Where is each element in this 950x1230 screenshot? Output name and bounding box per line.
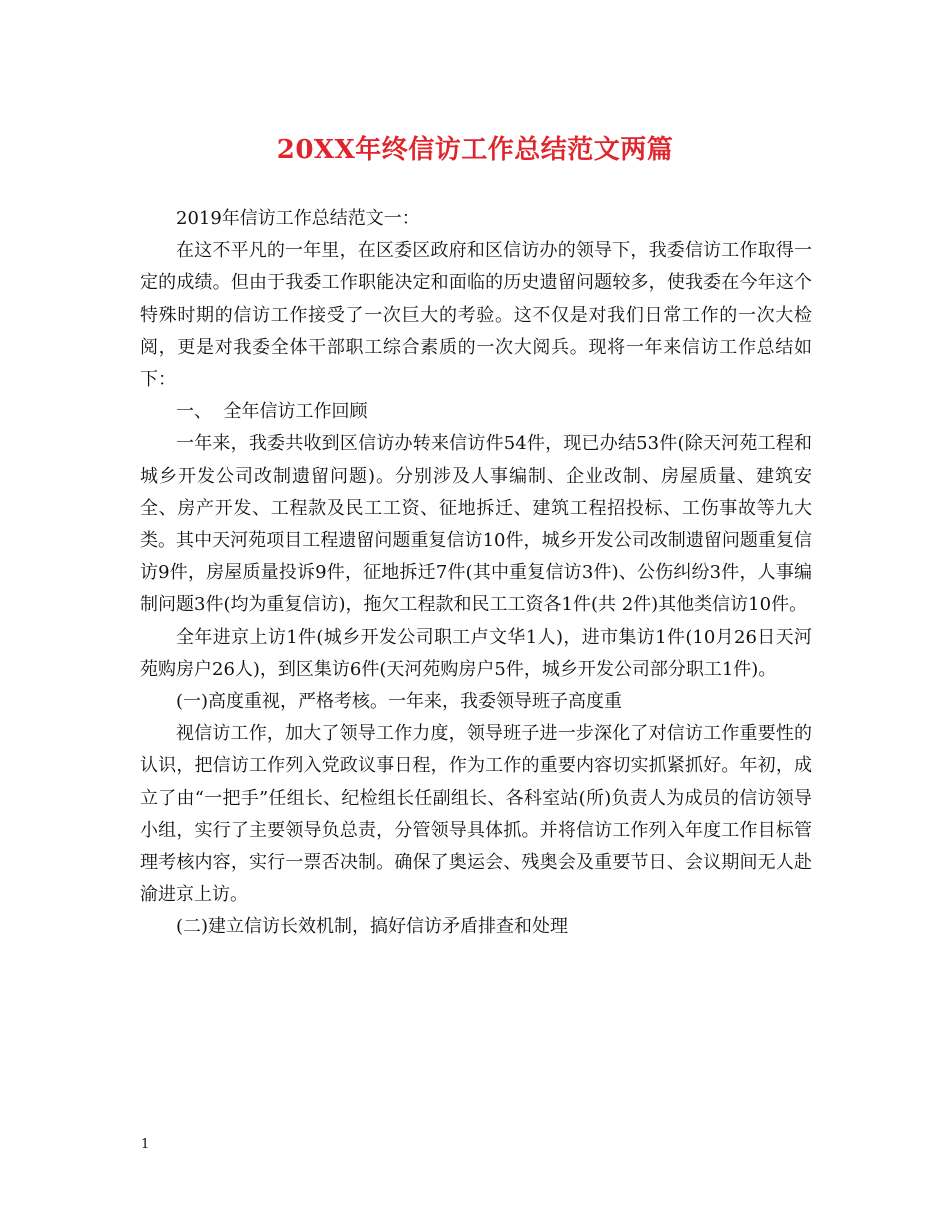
paragraph-intro: 在这不平凡的一年里，在区委区政府和区信访办的领导下，我委信访工作取得一定的成绩。但由于我委工作职能决定和面临的历史遗留问题较多，使我委在今年这个特殊时期的信访工作接受了一次巨大的考验。这不仅是对我们日常工作的一次大检阅，更是对我委全体干部职工综合素质的一次大阅兵。现将一年来信访工作总结如下： — [140, 240, 812, 391]
document-title: 20XX年终信访工作总结范文两篇 — [276, 135, 674, 165]
paragraph-petition-visits: 全年进京上访1件(城乡开发公司职工卢文华1人)，进市集访1件(10月26日天河苑购房户26人)，到区集访6件(天河苑购房户5件，城乡开发公司部分职工1件)。 — [140, 626, 812, 680]
paragraph-leadership: 视信访工作，加大了领导工作力度，领导班子进一步深化了对信访工作重要性的认识，把信访工作列入党政议事日程，作为工作的重要内容切实抓紧抓好。年初，成立了由“一把手”任组长、纪检组长任副组长、各科室站(所)负责人为成员的信访领导小组，实行了主要领导负总责，分管领导具体抓。并将信访工作列入年度工作目标管理考核内容，实行一票否决制。确保了奥运会、残奥会及重要节日、会议期间无人赴渝进京上访。 — [140, 723, 812, 906]
document-body — [140, 203, 812, 944]
paragraph-statistics: 一年来，我委共收到区信访办转来信访件54件，现已办结53件(除天河苑工程和城乡开发公司改制遗留问题)。分别涉及人事编制、企业改制、房屋质量、建筑安全、房产开发、工程款及民工工资、征地拆迁、建筑工程招投标、工伤事故等九大类。其中天河苑项目工程遗留问题重复信访10件，城乡开发公司改制遗留问题重复信访9件，房屋质量投诉9件，征地拆迁7件(其中重复信访3件)、公伤纠纷3件，人事编制问题3件(均为重复信访)，拖欠工程款和民工工资各1件(共 2件)其他类信访10件。 — [140, 433, 812, 616]
paragraph-subheading-2: (二)建立信访长效机制，搞好信访矛盾排查和处理 — [176, 916, 569, 938]
page-number: 1 — [141, 1137, 150, 1152]
paragraph-subheading-1: (一)高度重视，严格考核。一年来，我委领导班子高度重 — [176, 691, 623, 713]
paragraph-section-heading: 2019年信访工作总结范文一： — [176, 208, 420, 229]
paragraph-review-heading: 一、 全年信访工作回顾 — [176, 401, 368, 423]
